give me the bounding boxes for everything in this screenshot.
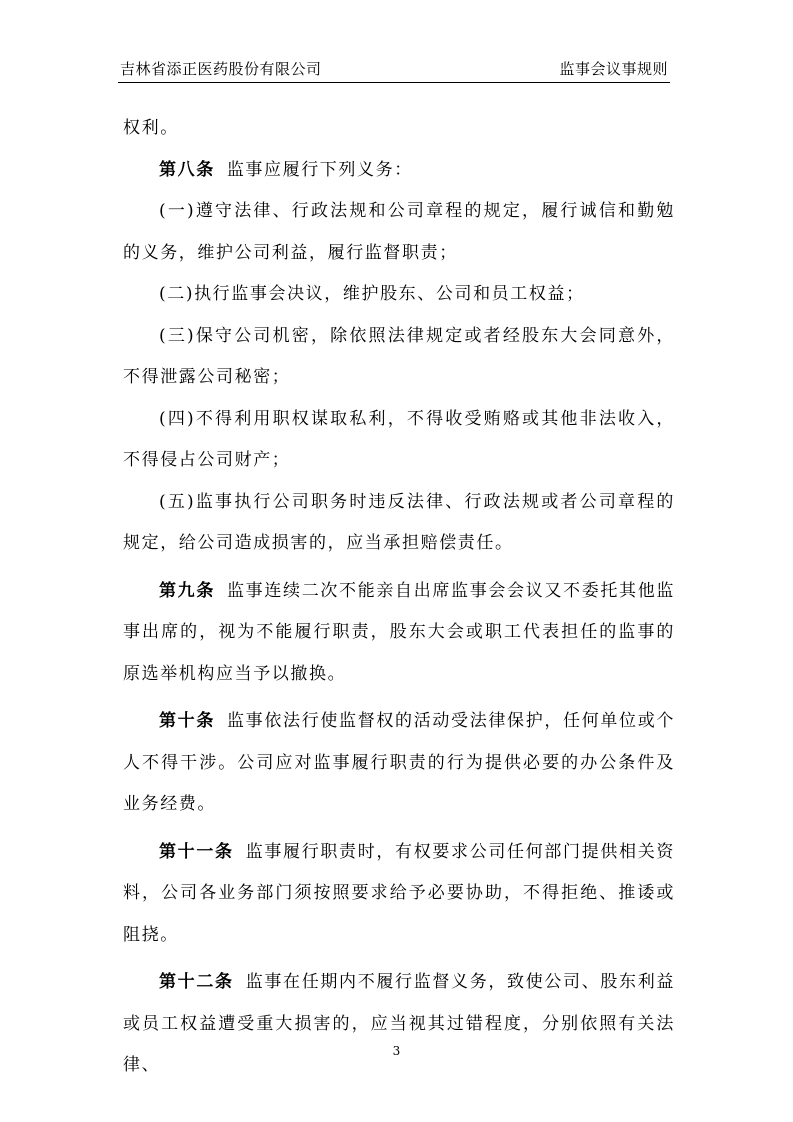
paragraph-text: (二)执行监事会决议，维护股东、公司和员工权益； [159,284,585,304]
paragraph [123,150,675,192]
header-company-name: 吉林省添正医药股份有限公司 [120,60,322,78]
paragraph [123,316,675,399]
paragraph-text: (五)监事执行公司职务时违反法律、行政法规或者公司章程的规定，给公司造成损害的，应当承担赔偿责任。 [123,491,675,553]
article-number: 第十一条 [159,841,234,862]
paragraph [123,482,675,565]
paragraph [123,962,675,1087]
paragraph [123,191,675,274]
page-header [120,58,668,80]
paragraph [123,274,675,316]
paragraph-text: (四)不得利用职权谋取私利，不得收受贿赂或其他非法收入，不得侵占公司财产； [123,408,675,470]
article-number: 第八条 [159,159,215,180]
paragraph [123,399,675,482]
paragraph-text: (三)保守公司机密，除依照法律规定或者经股东大会同意外，不得泄露公司秘密； [123,325,675,387]
paragraph-text: 监事履行职责时，有权要求公司任何部门提供相关资料，公司各业务部门须按照要求给予必要协助，不得拒绝、推诿或阻挠。 [123,841,675,945]
paragraph-text: (一)遵守法律、行政法规和公司章程的规定，履行诚信和勤勉的义务，维护公司利益，履行监督职责； [123,201,675,263]
paragraph [123,108,675,150]
header-document-title: 监事会议事规则 [559,60,668,78]
article-number: 第十条 [159,711,216,731]
article-number: 第九条 [159,580,216,601]
paragraph-text: 监事连续二次不能亲自出席监事会会议又不委托其他监事出席的，视为不能履行职责，股东大会或职工代表担任的监事的原选举机构应当予以撤换。 [123,580,675,684]
paragraph-text: 监事在任期内不履行监督义务，致使公司、股东利益或员工权益遭受重大损害的，应当视其过错程度，分别依照有关法律、 [123,972,675,1075]
paragraph [123,571,675,696]
paragraph [123,701,675,826]
page-number: 3 [392,1044,401,1058]
article-number: 第十二条 [159,972,234,992]
paragraph-text: 权利。 [123,118,179,138]
paragraph-text: 监事应履行下列义务： [226,159,413,180]
header-rule [118,82,670,83]
document-body [123,108,675,1087]
paragraph-text: 监事依法行使监督权的活动受法律保护，任何单位或个人不得干涉。公司应对监事履行职责的行为提供必要的办公条件及业务经费。 [123,711,675,814]
paragraph [123,832,675,957]
